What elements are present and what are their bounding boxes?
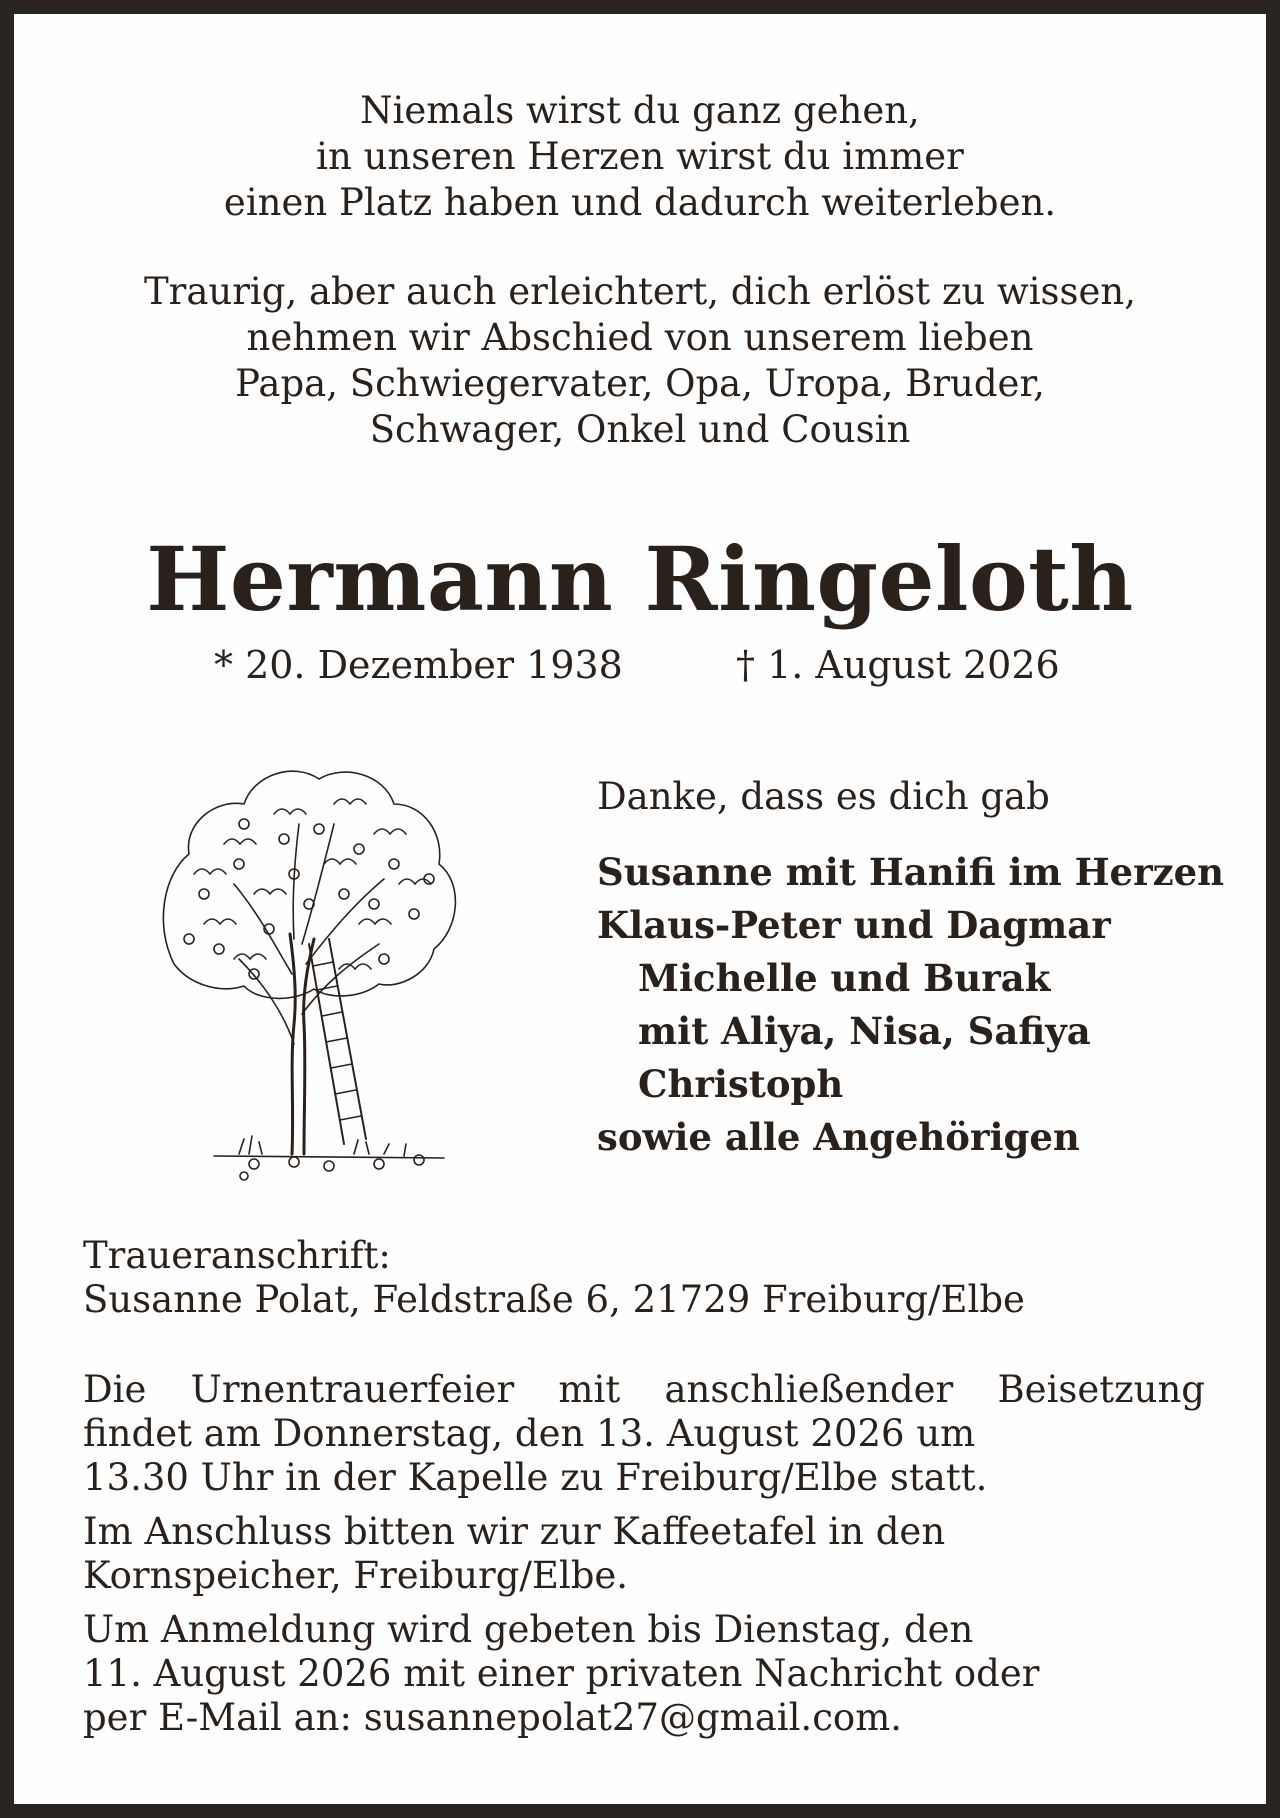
address-value: Susanne Polat, Feldstraße 6, 21729 Freiburg/Elbe: [83, 1278, 1025, 1321]
ceremony-info: [83, 1368, 1205, 1500]
coffee-line: Kornspeicher, Freiburg/Elbe.: [83, 1554, 629, 1597]
family-member: Christoph: [638, 1062, 844, 1106]
mourning-address: [83, 1234, 1205, 1322]
rsvp-line: Um Anmeldung wird gebeten bis Dienstag, den: [83, 1608, 974, 1651]
farewell-line: nehmen wir Abschied von unserem lieben: [246, 316, 1034, 359]
ceremony-line: findet am Donnerstag, den 13. August 2026 um: [83, 1412, 976, 1455]
farewell-line: Papa, Schwiegervater, Opa, Uropa, Bruder,: [235, 362, 1045, 405]
family-member: Susanne mit Hanifi im Herzen: [597, 850, 1225, 894]
coffee-info: [83, 1510, 1205, 1598]
address-label: Traueranschrift:: [83, 1234, 391, 1277]
deceased-name: Hermann Ringeloth: [146, 527, 1134, 631]
family-member: Michelle und Burak: [638, 956, 1051, 1000]
farewell-line: Schwager, Onkel und Cousin: [369, 408, 911, 451]
thanks-text: Danke, dass es dich gab: [597, 775, 1050, 818]
rsvp-info: [83, 1608, 1205, 1740]
ceremony-line: Die Urnentrauerfeier mit anschließender Beisetzung: [83, 1368, 1205, 1411]
farewell-line: Traurig, aber auch erleichtert, dich erlöst zu wissen,: [143, 270, 1136, 313]
coffee-line: Im Anschluss bitten wir zur Kaffeetafel in den: [83, 1510, 946, 1553]
birth-date: * 20. Dezember 1938: [214, 643, 623, 687]
farewell-text: [14, 269, 1266, 453]
ceremony-line: 13.30 Uhr in der Kapelle zu Freiburg/Elbe statt.: [83, 1456, 988, 1499]
poem-line: in unseren Herzen wirst du immer: [316, 135, 964, 178]
rsvp-line: per E-Mail an: susannepolat27@gmail.com.: [83, 1696, 903, 1739]
family-member: sowie alle Angehörigen: [597, 1115, 1080, 1159]
death-date: † 1. August 2026: [736, 643, 1060, 687]
obituary-notice: [14, 14, 1266, 1804]
poem: [14, 88, 1266, 226]
poem-line: Niemals wirst du ganz gehen,: [360, 89, 920, 132]
family-member: Klaus-Peter und Dagmar: [597, 903, 1111, 947]
apple-tree-with-ladder-icon: [144, 744, 484, 1184]
family-list: [597, 846, 1224, 1164]
poem-line: einen Platz haben und dadurch weiterleben.: [223, 181, 1057, 224]
family-member: mit Aliya, Nisa, Safiya: [638, 1009, 1091, 1053]
rsvp-line: 11. August 2026 mit einer privaten Nachricht oder: [83, 1652, 1040, 1695]
